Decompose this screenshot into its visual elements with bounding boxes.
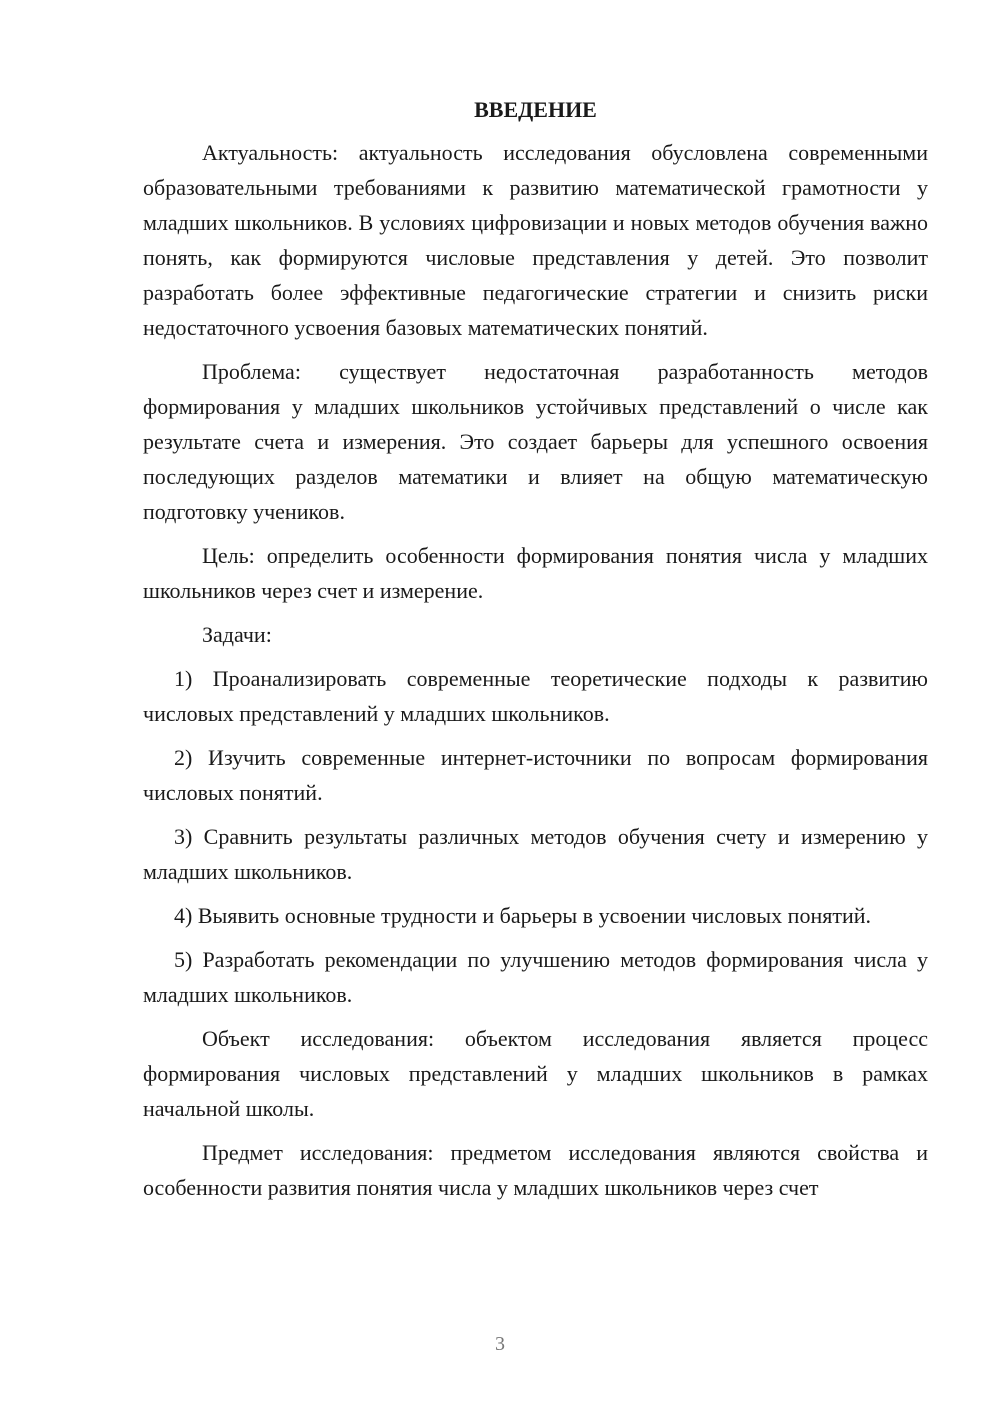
paragraph-relevance: Актуальность: актуальность исследования обусловлена современными образовательными требованиями к развитию математической грамотности у младших школьников. В условиях цифровизации и новых методов обучения важно понять, как формируются числовые представления у детей. Это позволит разработать более эффективные педагогические стратегии и снизить риски недостаточного усвоения базовых математических понятий.: [143, 140, 928, 340]
paragraph-subject: Предмет исследования: предметом исследования являются свойства и особенности развития понятия числа у младших школьников через счет: [143, 1140, 928, 1200]
paragraph-goal: Цель: определить особенности формирования понятия числа у младших школьников через счет и измерение.: [143, 543, 928, 603]
task-item-5: 5) Разработать рекомендации по улучшению методов формирования числа у младших школьников.: [143, 947, 928, 1007]
tasks-heading: Задачи:: [202, 622, 272, 647]
task-item-4: 4) Выявить основные трудности и барьеры в усвоении числовых понятий.: [174, 903, 872, 928]
paragraph-problem: Проблема: существует недостаточная разработанность методов формирования у младших школьников устойчивых представлений о числе как результате счета и измерения. Это создает барьеры для успешного освоения последующих разделов математики и влияет на общую математическую подготовку учеников.: [143, 359, 928, 524]
page-content: [143, 92, 928, 1205]
task-item-3: 3) Сравнить результаты различных методов обучения счету и измерению у младших школьников.: [143, 824, 928, 884]
paragraph-object: Объект исследования: объектом исследования является процесс формирования числовых представлений у младших школьников в рамках начальной школы.: [143, 1026, 928, 1121]
task-item-1: 1) Проанализировать современные теоретические подходы к развитию числовых представлений у младших школьников.: [143, 666, 928, 726]
task-item-2: 2) Изучить современные интернет-источники по вопросам формирования числовых понятий.: [143, 745, 928, 805]
section-title: ВВЕДЕНИЕ: [474, 97, 597, 122]
page-number: 3: [495, 1333, 505, 1355]
